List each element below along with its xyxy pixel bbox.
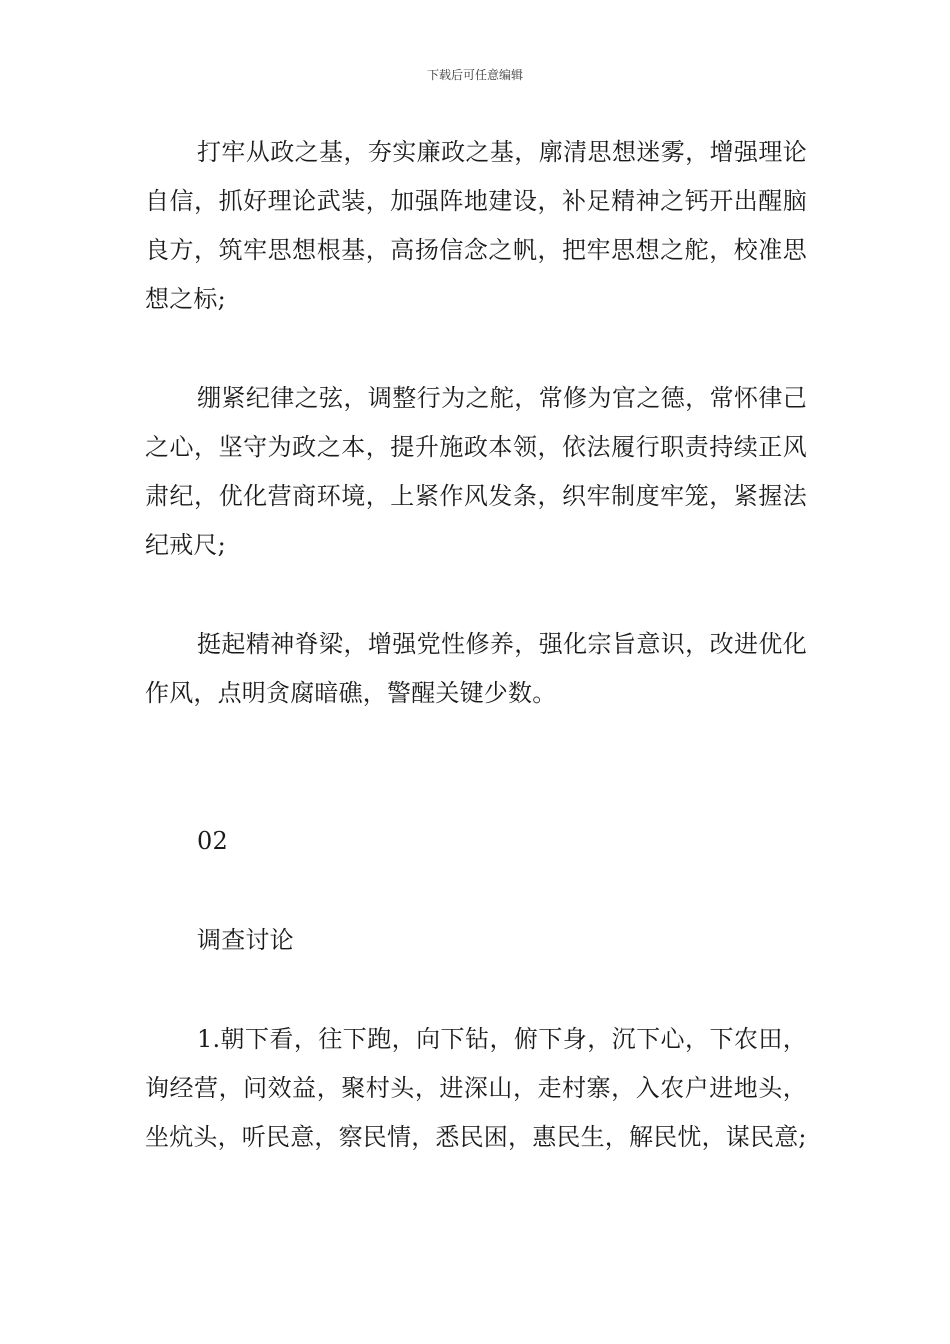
section-title: 调查讨论 <box>197 926 294 954</box>
document-body <box>145 128 807 1162</box>
page-header: 下载后可任意编辑 <box>426 68 523 82</box>
paragraph-3: 挺起精神脊梁，增强党性修养，强化宗旨意识，改进优化作风，点明贪腐暗礁，警醒关键少数。 <box>145 630 807 707</box>
list-item-1: 1.朝下看，往下跑，向下钻，俯下身，沉下心，下农田，询经营，问效益，聚村头，进深山，走村寨，入农户进地头，坐炕头，听民意，察民情，悉民困，惠民生，解民忧，谋民意; <box>145 1025 807 1151</box>
paragraph-1: 打牢从政之基，夯实廉政之基，廓清思想迷雾，增强理论自信，抓好理论武装，加强阵地建设，补足精神之钙开出醒脑良方，筑牢思想根基，高扬信念之帆，把牢思想之舵，校准思想之标; <box>145 138 807 313</box>
section-number: 02 <box>197 827 228 855</box>
paragraph-2: 绷紧纪律之弦，调整行为之舵，常修为官之德，常怀律己之心，坚守为政之本，提升施政本领，依法履行职责持续正风肃纪，优化营商环境，上紧作风发条，织牢制度牢笼，紧握法纪戒尺; <box>145 384 807 559</box>
